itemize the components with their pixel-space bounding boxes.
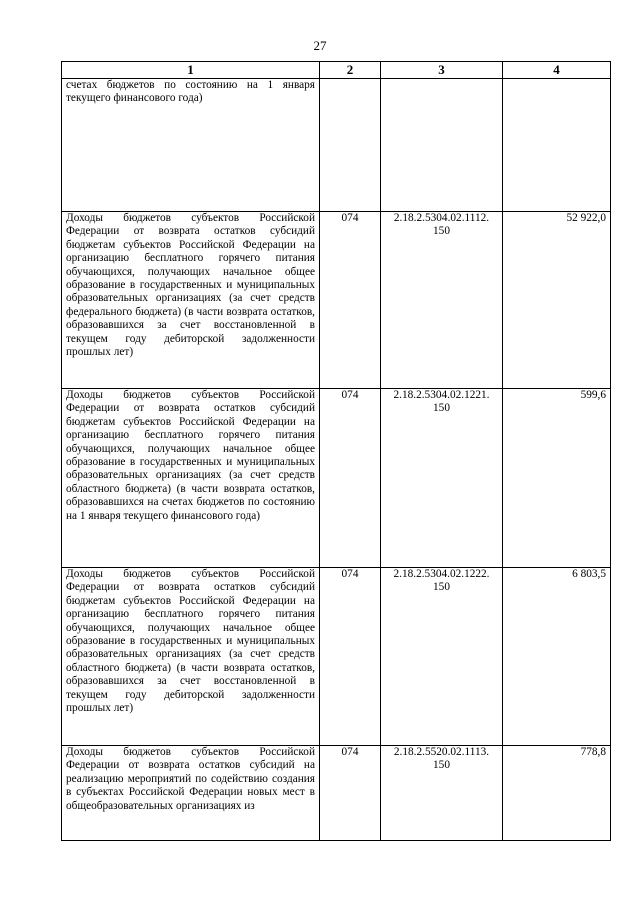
budget-classification-code [381,389,503,568]
administrator-code [320,79,381,212]
amount-value: 52 922,0 [503,212,611,389]
kbk-code-suffix: 150 [433,225,450,238]
kbk-code-main: 2.18.2.5304.02.1221. [393,389,490,401]
budget-classification-code [381,79,503,212]
kbk-code-main: 2.18.2.5304.02.1222. [393,568,490,580]
revenue-description: Доходы бюджетов субъектов Российской Федерации от возврата остатков субсидий бюджетам субъектов Российской Федерации на организацию бесплатного горячего питания обучающихся, получающих начальное общее образование в государственных и муниципальных образовательных организациях (за счет средств областного бюджета) (в части возврата остатков, образовавшихся за счет восстановленной в текущем году дебиторской задолженности прошлых лет) [62,568,320,746]
kbk-code-suffix: 150 [433,759,450,772]
amount-value: 6 803,5 [503,568,611,746]
table-row [62,568,611,746]
budget-classification-code [381,568,503,746]
table-row [62,389,611,568]
budget-classification-code [381,746,503,841]
administrator-code: 074 [320,568,381,746]
page-number: 27 [313,38,327,53]
kbk-code-suffix: 150 [433,581,450,594]
column-header-1: 1 [62,62,320,79]
revenue-description: Доходы бюджетов субъектов Российской Федерации от возврата остатков субсидий бюджетам субъектов Российской Федерации на организацию бесплатного горячего питания обучающихся, получающих начальное общее образование в государственных и муниципальных образовательных организациях (за счет средств федерального бюджета) (в части возврата остатков, образовавшихся за счет восстановленной в текущем году дебиторской задолженности прошлых лет) [62,212,320,389]
table-header-row [62,62,611,79]
revenue-description: счетах бюджетов по состоянию на 1 января текущего финансового года) [62,79,320,212]
budget-revenue-table [61,61,611,841]
kbk-code-main: 2.18.2.5304.02.1112. [393,212,490,224]
administrator-code: 074 [320,212,381,389]
amount-value [503,79,611,212]
administrator-code: 074 [320,389,381,568]
amount-value: 778,8 [503,746,611,841]
column-header-2: 2 [320,62,381,79]
kbk-code-suffix: 150 [433,402,450,415]
table-row [62,212,611,389]
revenue-description: Доходы бюджетов субъектов Российской Федерации от возврата остатков субсидий бюджетам субъектов Российской Федерации на организацию бесплатного горячего питания обучающихся, получающих начальное общее образование в государственных и муниципальных образовательных организациях (за счет средств областного бюджета) (в части возврата остатков, образовавшихся на счетах бюджетов по состоянию на 1 января текущего финансового года) [62,389,320,568]
table-row [62,79,611,212]
column-header-3: 3 [381,62,503,79]
table-row [62,746,611,841]
revenue-description: Доходы бюджетов субъектов Российской Федерации от возврата остатков субсидий на реализацию мероприятий по содействию создания в субъектах Российской Федерации новых мест в общеобразовательных организациях из [62,746,320,841]
administrator-code: 074 [320,746,381,841]
column-header-4: 4 [503,62,611,79]
budget-classification-code [381,212,503,389]
amount-value: 599,6 [503,389,611,568]
kbk-code-main: 2.18.2.5520.02.1113. [393,746,490,758]
